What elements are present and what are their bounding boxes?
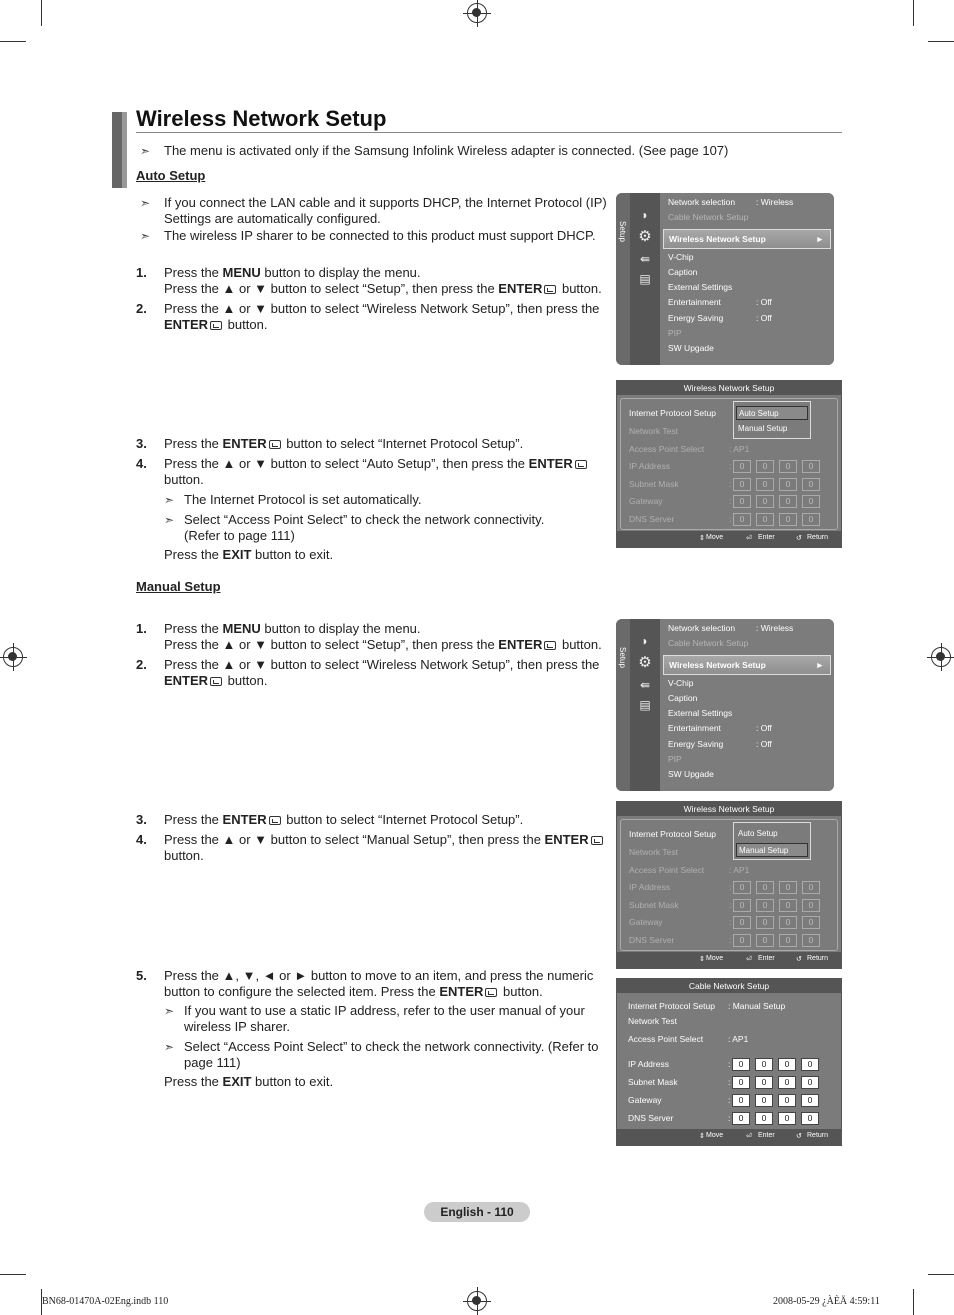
ip-octet-field[interactable]: 0 (779, 495, 797, 508)
text: Press the (164, 436, 223, 451)
menu-side (616, 619, 630, 791)
auto-note-1a: If you connect the LAN cable and it supports DHCP, the Internet Protocol (IP) (164, 195, 607, 210)
enter-icon: ⏎ (746, 956, 752, 963)
menu-item-value: : Wireless (756, 623, 794, 633)
registration-mark-icon (467, 3, 487, 23)
auto-exit (164, 547, 333, 563)
menu-item[interactable] (668, 638, 748, 648)
colon: : (729, 514, 732, 524)
menu-side (616, 193, 630, 365)
enter-icon: ⏎ (746, 535, 752, 542)
panel-row-label: Subnet Mask (629, 479, 679, 489)
auto-sub-2 (184, 512, 544, 544)
menu-item-label: Caption (668, 693, 698, 703)
manual-step-3 (164, 812, 523, 828)
step-number: 3. (136, 812, 147, 827)
step-number: 1. (136, 265, 147, 280)
ip-octet-field[interactable]: 0 (756, 495, 774, 508)
colon: : (729, 935, 732, 945)
menu-item[interactable] (663, 655, 831, 675)
return-icon: ↺ (796, 1133, 802, 1140)
menu-item-value: : Off (756, 739, 772, 749)
ip-octet-field[interactable]: 0 (733, 460, 751, 473)
application-icon: ▤ (639, 272, 651, 286)
menu-item[interactable] (668, 328, 682, 338)
menu-item[interactable] (668, 212, 748, 222)
text: button. (224, 317, 268, 332)
registration-mark-icon (467, 1291, 487, 1311)
panel-row-label: DNS Server (629, 935, 675, 945)
step-number: 4. (136, 456, 147, 471)
text: button to display the menu. (260, 265, 421, 280)
auto-note-1 (164, 195, 607, 227)
protocol-options-popup (733, 822, 811, 860)
footer-enter: Enter (758, 534, 775, 541)
colon: : (728, 1077, 731, 1087)
auto-step-4 (164, 456, 589, 488)
panel-row-label: DNS Server (628, 1113, 674, 1123)
menu-item[interactable] (668, 282, 732, 292)
key-name: ENTER (544, 832, 589, 847)
menu-item-label: V-Chip (668, 678, 694, 688)
panel-title: Cable Network Setup (617, 979, 841, 993)
enter-icon (210, 321, 222, 330)
text: Press the ▲ or ▼ button to select “Setup”, then press the (164, 637, 499, 652)
text: button. (499, 984, 543, 999)
ip-octet-field[interactable]: 0 (801, 1058, 819, 1071)
panel-row-label: Access Point Select (629, 444, 705, 454)
text: button. (164, 472, 204, 487)
ip-octet-field[interactable]: 0 (779, 478, 797, 491)
menu-item[interactable] (668, 678, 694, 688)
ip-octet-field[interactable]: 0 (732, 1094, 750, 1107)
input-icon: ⇚ (639, 252, 651, 266)
text: Press the (164, 621, 223, 636)
ip-octet-field[interactable]: 0 (733, 478, 751, 491)
colon: : (728, 1059, 731, 1069)
key-name: ENTER (164, 317, 209, 332)
protocol-value: : Manual Setup (728, 1001, 786, 1011)
ip-octet-field[interactable]: 0 (779, 513, 797, 526)
cable-panel (616, 978, 842, 1146)
ip-octet-field[interactable]: 0 (733, 495, 751, 508)
ip-octet-field[interactable]: 0 (756, 460, 774, 473)
menu-item[interactable] (668, 769, 714, 779)
title-rule (136, 132, 842, 133)
key-name: ENTER (222, 436, 267, 451)
note-arrow-icon: ➣ (140, 144, 151, 158)
access-point-value: : AP1 (728, 1034, 749, 1044)
text: button to select “Internet Protocol Setup”. (282, 812, 524, 827)
note-arrow-icon: ➣ (164, 513, 175, 527)
menu-side-label: Setup (618, 647, 627, 668)
wns-panel-manual (616, 801, 842, 969)
panel-footer (617, 531, 841, 547)
footer-return: Return (807, 534, 829, 541)
menu-item[interactable] (668, 343, 714, 353)
step-number: 2. (136, 657, 147, 672)
key-name: EXIT (222, 547, 252, 562)
gear-icon: ⚙ (638, 654, 652, 671)
page-number-badge: English - 110 (424, 1202, 530, 1222)
menu-item[interactable] (668, 197, 794, 207)
auto-step-1 (164, 265, 602, 297)
panel-body (620, 398, 838, 530)
ip-octet-field[interactable]: 0 (779, 460, 797, 473)
ip-octet-field[interactable]: 0 (779, 934, 797, 947)
page-title: Wireless Network Setup (136, 106, 387, 131)
ip-octet-field[interactable]: 0 (755, 1094, 773, 1107)
menu-item-label: PIP (668, 328, 682, 338)
ip-octet-field[interactable]: 0 (779, 881, 797, 894)
panel-row-label: Network Test (628, 1016, 677, 1026)
ip-octet-field[interactable]: 0 (756, 881, 774, 894)
colon: : (728, 1095, 731, 1105)
ip-octet-field[interactable]: 0 (802, 513, 820, 526)
ip-octet-field[interactable]: 0 (732, 1076, 750, 1089)
wns-panel-auto (616, 380, 842, 548)
menu-item-value: : Off (756, 313, 772, 323)
ip-octet-field[interactable]: 0 (756, 899, 774, 912)
panel-row-label: IP Address (629, 882, 670, 892)
ip-octet-field[interactable]: 0 (756, 478, 774, 491)
option-manual-setup[interactable]: Manual Setup (738, 424, 788, 433)
ip-octet-field[interactable]: 0 (778, 1058, 796, 1071)
ip-octet-field[interactable]: 0 (756, 934, 774, 947)
menu-item[interactable] (668, 313, 772, 323)
return-icon: ↺ (796, 956, 802, 963)
menu-item-label: SW Upgade (668, 343, 714, 353)
text: If you want to use a static IP address, refer to the user manual of your (184, 1003, 585, 1018)
text: Select “Access Point Select” to check the network connectivity. (Refer to (184, 1039, 599, 1054)
ip-octet-field[interactable]: 0 (778, 1076, 796, 1089)
text: button. (558, 637, 602, 652)
colon: : (729, 461, 732, 471)
ip-octet-field[interactable]: 0 (802, 495, 820, 508)
text: Press the ▲, ▼, ◄ or ► button to move to an item, and press the numeric (164, 968, 594, 983)
panel-row-label: Access Point Select (628, 1034, 704, 1044)
panel-footer (617, 1129, 841, 1145)
colon: : (729, 882, 732, 892)
footer-move: Move (706, 534, 724, 541)
registration-mark-icon (3, 647, 23, 667)
crop-mark (913, 0, 914, 26)
text: Press the ▲ or ▼ button to select “Setup”, then press the (164, 281, 499, 296)
ip-octet-field[interactable]: 0 (733, 899, 751, 912)
ip-octet-field[interactable]: 0 (802, 934, 820, 947)
manual-step-5 (164, 968, 593, 1000)
text: page 111) (184, 1055, 241, 1070)
ip-octet-field[interactable]: 0 (802, 916, 820, 929)
move-icon: ⇕ (699, 1133, 705, 1140)
footer-return: Return (807, 1132, 829, 1139)
footer-enter: Enter (758, 1132, 775, 1139)
step-number: 3. (136, 436, 147, 451)
menu-item-value: : Wireless (756, 197, 794, 207)
menu-item-value: : Off (756, 297, 772, 307)
step-number: 5. (136, 968, 147, 983)
auto-step-3 (164, 436, 523, 452)
menu-item-label: Energy Saving (668, 739, 724, 749)
crop-mark (928, 1274, 954, 1275)
auto-note-2: The wireless IP sharer to be connected to this product must support DHCP. (164, 228, 596, 243)
colon: : (729, 900, 732, 910)
text: button to configure the selected item. Press the (164, 984, 440, 999)
ip-octet-field[interactable]: 0 (755, 1112, 773, 1125)
key-name: ENTER (498, 637, 543, 652)
key-name: MENU (222, 265, 261, 280)
menu-item-label: Entertainment (668, 723, 721, 733)
panel-body (620, 996, 838, 1128)
ip-octet-field[interactable]: 0 (801, 1076, 819, 1089)
move-icon: ⇕ (699, 535, 705, 542)
side-bar (122, 112, 127, 188)
menu-item-value: : Off (756, 723, 772, 733)
panel-row-label: IP Address (629, 461, 670, 471)
crop-mark (0, 41, 26, 42)
ip-octet-field[interactable]: 0 (779, 916, 797, 929)
colon: : (729, 479, 732, 489)
menu-item[interactable] (668, 723, 772, 733)
menu-item[interactable] (668, 623, 794, 633)
note-arrow-icon: ➣ (164, 493, 175, 507)
text: button to display the menu. (260, 621, 421, 636)
key-name: ENTER (498, 281, 543, 296)
key-name: ENTER (439, 984, 484, 999)
input-icon: ⇚ (639, 678, 651, 692)
ip-octet-field[interactable]: 0 (802, 478, 820, 491)
text: Press the ▲ or ▼ button to select “Wireless Network Setup”, then press the (164, 657, 600, 672)
menu-item-label: External Settings (668, 282, 733, 292)
colon: : (729, 917, 732, 927)
text: Press the (164, 547, 223, 562)
menu-item[interactable] (668, 693, 697, 703)
text: Press the ▲ or ▼ button to select “Wireless Network Setup”, then press the (164, 301, 600, 316)
menu-item-label: Energy Saving (668, 313, 724, 323)
manual-setup-heading: Manual Setup (136, 579, 221, 594)
crop-mark (928, 41, 954, 42)
panel-row-label: Access Point Select (629, 865, 705, 875)
panel-row-label: Internet Protocol Setup (629, 829, 716, 839)
menu-side-label: Setup (618, 221, 627, 242)
registration-mark-icon (931, 647, 951, 667)
ip-octet-field[interactable]: 0 (802, 460, 820, 473)
text: Press the (164, 812, 223, 827)
menu-item-label: SW Upgade (668, 769, 714, 779)
manual-sub-2 (184, 1039, 599, 1071)
menu-item-label: Wireless Network Setup (669, 660, 766, 670)
option-auto-setup[interactable]: Auto Setup (738, 829, 778, 838)
auto-sub-1: The Internet Protocol is set automatically. (184, 492, 422, 507)
ip-octet-field[interactable]: 0 (733, 513, 751, 526)
menu-item[interactable] (668, 252, 694, 262)
panel-row-label: Internet Protocol Setup (628, 1001, 715, 1011)
ip-octet-field[interactable]: 0 (733, 881, 751, 894)
picture-icon: ◗ (641, 634, 649, 648)
ip-octet-field[interactable]: 0 (801, 1094, 819, 1107)
move-icon: ⇕ (699, 956, 705, 963)
ip-octet-field[interactable]: 0 (732, 1058, 750, 1071)
panel-row-label: DNS Server (629, 514, 675, 524)
panel-title: Wireless Network Setup (617, 802, 841, 816)
menu-item[interactable] (668, 708, 732, 718)
panel-row-label: Internet Protocol Setup (629, 408, 716, 418)
footer-move: Move (706, 955, 724, 962)
setup-menu-auto (616, 193, 834, 365)
ip-octet-field[interactable]: 0 (779, 899, 797, 912)
text: button to exit. (251, 547, 334, 562)
crop-mark (913, 1289, 914, 1315)
menu-icons (630, 619, 660, 791)
note-arrow-icon: ➣ (140, 196, 151, 210)
footer-enter: Enter (758, 955, 775, 962)
text: (Refer to page 111) (184, 528, 295, 543)
text: Press the (164, 265, 223, 280)
text: button. (558, 281, 602, 296)
panel-row-label: Gateway (628, 1095, 662, 1105)
gear-icon: ⚙ (638, 228, 652, 245)
ip-octet-field[interactable]: 0 (801, 1112, 819, 1125)
step-number: 4. (136, 832, 147, 847)
menu-item[interactable] (668, 267, 697, 277)
manual-exit (164, 1074, 333, 1090)
ip-octet-field[interactable]: 0 (756, 916, 774, 929)
note-arrow-icon: ➣ (164, 1004, 175, 1018)
enter-icon (591, 836, 603, 845)
key-name: ENTER (222, 812, 267, 827)
text: button. (224, 673, 268, 688)
menu-item-label: Cable Network Setup (668, 638, 749, 648)
step-number: 2. (136, 301, 147, 316)
panel-row-label: IP Address (628, 1059, 669, 1069)
menu-item-label: Caption (668, 267, 698, 277)
text: wireless IP sharer. (184, 1019, 290, 1034)
text: button to select “Internet Protocol Setup”. (282, 436, 524, 451)
key-name: EXIT (222, 1074, 252, 1089)
menu-item[interactable] (668, 297, 772, 307)
enter-icon (485, 988, 497, 997)
access-point-value: : AP1 (729, 444, 750, 454)
panel-row-label: Gateway (629, 917, 663, 927)
menu-icons (630, 193, 660, 365)
ip-octet-field[interactable]: 0 (778, 1094, 796, 1107)
setup-menu-manual (616, 619, 834, 791)
ip-octet-field[interactable]: 0 (732, 1112, 750, 1125)
crop-mark (0, 1274, 26, 1275)
menu-item-label: Network selection (668, 197, 736, 207)
ip-octet-field[interactable]: 0 (802, 899, 820, 912)
ip-octet-field[interactable]: 0 (755, 1058, 773, 1071)
menu-item-label: Network selection (668, 623, 736, 633)
text: Select “Access Point Select” to check the network connectivity. (184, 512, 545, 527)
panel-footer (617, 952, 841, 968)
footer-file-info: BN68-01470A-02Eng.indb 110 (42, 1296, 169, 1307)
key-name: MENU (222, 621, 261, 636)
chevron-right-icon: ► (815, 660, 824, 670)
return-icon: ↺ (796, 535, 802, 542)
chevron-right-icon: ► (815, 234, 824, 244)
menu-item[interactable] (668, 754, 682, 764)
manual-step-4 (164, 832, 605, 864)
auto-note-1b: Settings are automatically configured. (164, 211, 381, 226)
menu-list (660, 193, 834, 365)
key-name: ENTER (528, 456, 573, 471)
menu-item[interactable] (668, 739, 772, 749)
option-auto-setup[interactable]: Auto Setup (736, 406, 808, 420)
footer-return: Return (807, 955, 829, 962)
manual-step-1 (164, 621, 602, 653)
text: Press the ▲ or ▼ button to select “Manual Setup”, then press the (164, 832, 545, 847)
text: Press the ▲ or ▼ button to select “Auto Setup”, then press the (164, 456, 529, 471)
footer-timestamp: 2008-05-29 ¿ÀÈÄ 4:59:11 (773, 1296, 880, 1307)
step-number: 1. (136, 621, 147, 636)
protocol-options-popup (733, 401, 811, 439)
footer-move: Move (706, 1132, 724, 1139)
manual-step-2 (164, 657, 599, 689)
panel-row-label: Subnet Mask (628, 1077, 678, 1087)
panel-row-label: Gateway (629, 496, 663, 506)
colon: : (728, 1113, 731, 1123)
side-bar (112, 112, 122, 188)
ip-octet-field[interactable]: 0 (755, 1076, 773, 1089)
enter-icon: ⏎ (746, 1133, 752, 1140)
menu-list (660, 619, 834, 791)
panel-row-label: Network Test (629, 426, 678, 436)
enter-icon (575, 460, 587, 469)
menu-item-label: Wireless Network Setup (669, 234, 766, 244)
ip-octet-field[interactable]: 0 (733, 934, 751, 947)
intro-note: The menu is activated only if the Samsung Infolink Wireless adapter is connected. (See page 107) (164, 143, 729, 158)
colon: : (729, 496, 732, 506)
ip-octet-field[interactable]: 0 (733, 916, 751, 929)
access-point-value: : AP1 (729, 865, 750, 875)
enter-icon (269, 816, 281, 825)
application-icon: ▤ (639, 698, 651, 712)
panel-row-label: Network Test (629, 847, 678, 857)
crop-mark (41, 0, 42, 26)
manual-sub-1 (184, 1003, 585, 1035)
menu-item-label: PIP (668, 754, 682, 764)
ip-octet-field[interactable]: 0 (778, 1112, 796, 1125)
menu-item[interactable] (663, 229, 831, 249)
text: button to exit. (251, 1074, 334, 1089)
text: button. (164, 848, 204, 863)
enter-icon (544, 641, 556, 650)
panel-row-label: Subnet Mask (629, 900, 679, 910)
ip-octet-field[interactable]: 0 (802, 881, 820, 894)
menu-item-label: Cable Network Setup (668, 212, 749, 222)
auto-step-2 (164, 301, 599, 333)
note-arrow-icon: ➣ (164, 1040, 175, 1054)
enter-icon (269, 440, 281, 449)
note-arrow-icon: ➣ (140, 229, 151, 243)
auto-setup-heading: Auto Setup (136, 168, 206, 183)
enter-icon (210, 677, 222, 686)
option-manual-setup[interactable]: Manual Setup (736, 843, 808, 857)
menu-item-label: Entertainment (668, 297, 721, 307)
ip-octet-field[interactable]: 0 (756, 513, 774, 526)
key-name: ENTER (164, 673, 209, 688)
panel-body (620, 819, 838, 951)
menu-item-label: V-Chip (668, 252, 694, 262)
panel-title: Wireless Network Setup (617, 381, 841, 395)
enter-icon (544, 285, 556, 294)
text: Press the (164, 1074, 223, 1089)
picture-icon: ◗ (641, 208, 649, 222)
menu-item-label: External Settings (668, 708, 733, 718)
